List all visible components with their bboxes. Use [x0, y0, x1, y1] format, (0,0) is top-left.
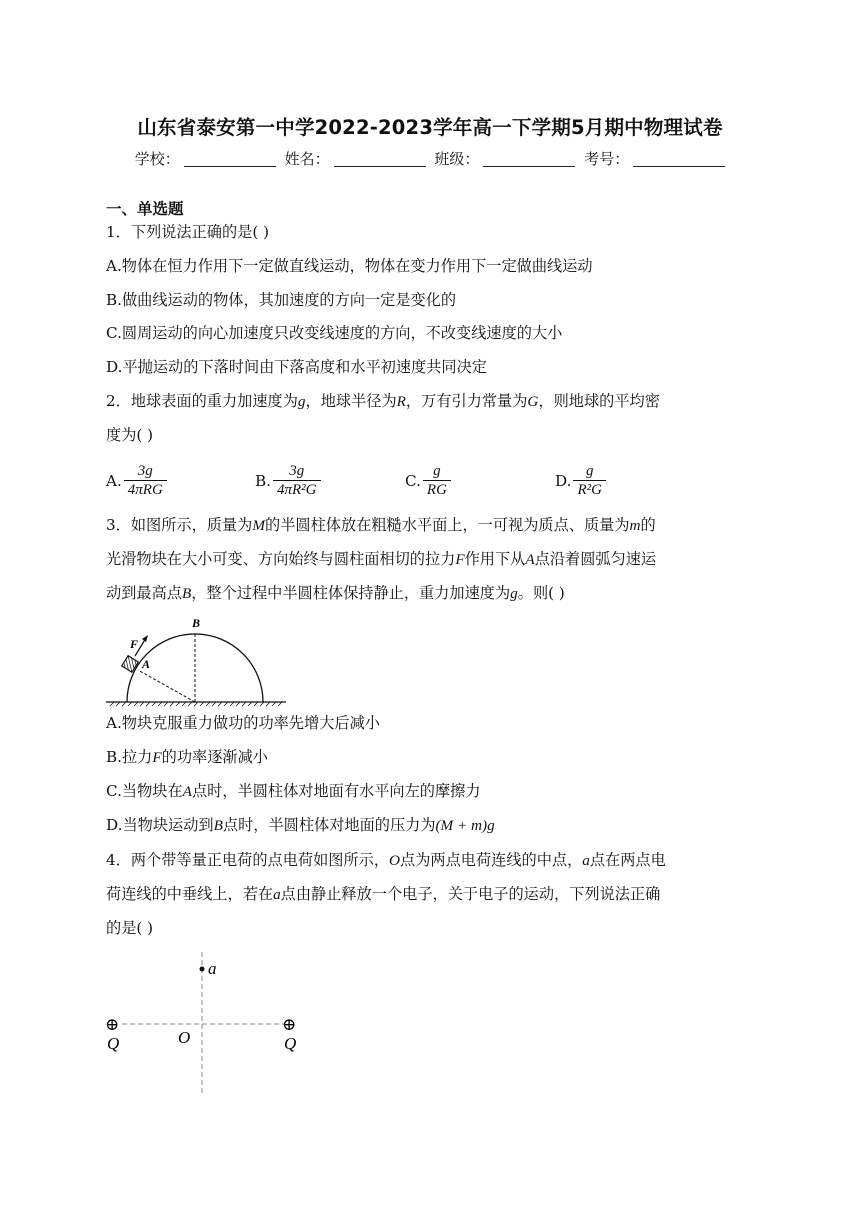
q2-option-b: B. $\frac{3g}{\text{4πR²G}}$	[255, 462, 321, 500]
q1-option-b: B.做曲线运动的物体，其加速度的方向一定是变化的	[106, 291, 457, 309]
exam-number-field: 考号：	[584, 148, 725, 169]
exam-title: 山东省泰安第一中学2022-2023学年高一下学期5月期中物理试卷	[137, 116, 723, 139]
student-info-row	[0, 148, 860, 169]
label-b: B	[192, 616, 201, 630]
label-a: A	[142, 657, 151, 671]
name-field: 姓名：	[285, 148, 426, 169]
q4-stem-line2: 荷连线的中垂线上，若在a点由静止释放一个电子，关于电子的运动，下列说法正确	[106, 885, 661, 903]
q2-option-d: D. $\frac{g}{\text{R²G}}$	[555, 462, 606, 500]
q3-semicircle-figure	[104, 612, 290, 712]
q3-stem-line1: 3．如图所示，质量为M的半圆柱体放在粗糙水平面上，一可视为质点、质量为m的	[106, 516, 656, 534]
q2-stem-line2: 度为( )	[106, 426, 154, 444]
name-blank[interactable]	[334, 152, 426, 167]
fraction: $\frac{3g}{\text{4πR²G}}$	[273, 462, 321, 500]
q4-charges-figure	[100, 948, 310, 1098]
label-o: O	[178, 1028, 191, 1047]
class-blank[interactable]	[483, 152, 575, 167]
block	[122, 656, 139, 673]
q3-option-a: A.物块克服重力做功的功率先增大后减小	[106, 714, 380, 732]
fraction: $\frac{g}{\text{R²G}}$	[573, 462, 606, 500]
fraction: $\frac{g}{RG}$	[423, 462, 451, 500]
q2-stem-line1: 2．地球表面的重力加速度为g，地球半径为R，万有引力常量为G，则地球的平均密	[106, 392, 660, 410]
right-charge-icon: ⊕	[282, 1015, 297, 1034]
q3-stem-line2: 光滑物块在大小可变、方向始终与圆柱面相切的拉力F作用下从A点沿着圆弧匀速运	[106, 550, 657, 568]
q4-stem-line1: 4．两个带等量正电荷的点电荷如图所示，O点为两点电荷连线的中点，a点在两点电	[106, 851, 666, 869]
exam-number-blank[interactable]	[633, 152, 725, 167]
school-blank[interactable]	[184, 152, 276, 167]
school-field: 学校：	[135, 148, 276, 169]
q3-option-b: B.拉力F的功率逐渐减小	[106, 748, 268, 766]
label-a: a	[208, 959, 217, 978]
right-charge-label: Q	[284, 1034, 297, 1053]
q2-option-c: C. $\frac{g}{RG}$	[405, 462, 451, 500]
q3-stem-line3: 动到最高点B，整个过程中半圆柱体保持静止，重力加速度为g。则( )	[106, 584, 565, 602]
q1-option-a: A.物体在恒力作用下一定做直线运动，物体在变力作用下一定做曲线运动	[106, 257, 593, 275]
q1-stem: 1．下列说法正确的是( )	[106, 223, 270, 241]
q4-stem-line3: 的是( )	[106, 919, 154, 937]
point-a	[200, 967, 205, 972]
q1-option-c: C.圆周运动的向心加速度只改变线速度的方向，不改变线速度的大小	[106, 324, 563, 342]
q3-option-d: D.当物块运动到B点时，半圆柱体对地面的压力为(M + m)g	[106, 816, 495, 834]
class-field: 班级：	[434, 148, 575, 169]
q1-option-d: D.平抛运动的下落时间由下落高度和水平初速度共同决定	[106, 358, 487, 376]
arrowhead	[142, 635, 148, 642]
q2-option-a: A. $\frac{3g}{\text{4πRG}}$	[106, 462, 167, 500]
left-charge-icon: ⊕	[105, 1015, 120, 1034]
fraction: $\frac{3g}{\text{4πRG}}$	[124, 462, 167, 500]
left-charge-label: Q	[107, 1034, 120, 1053]
radius-to-a	[138, 670, 195, 702]
label-f: F	[130, 637, 139, 651]
q3-option-c: C.当物块在A点时，半圆柱体对地面有水平向左的摩擦力	[106, 782, 481, 800]
section-heading: 一、单选题	[106, 200, 184, 218]
